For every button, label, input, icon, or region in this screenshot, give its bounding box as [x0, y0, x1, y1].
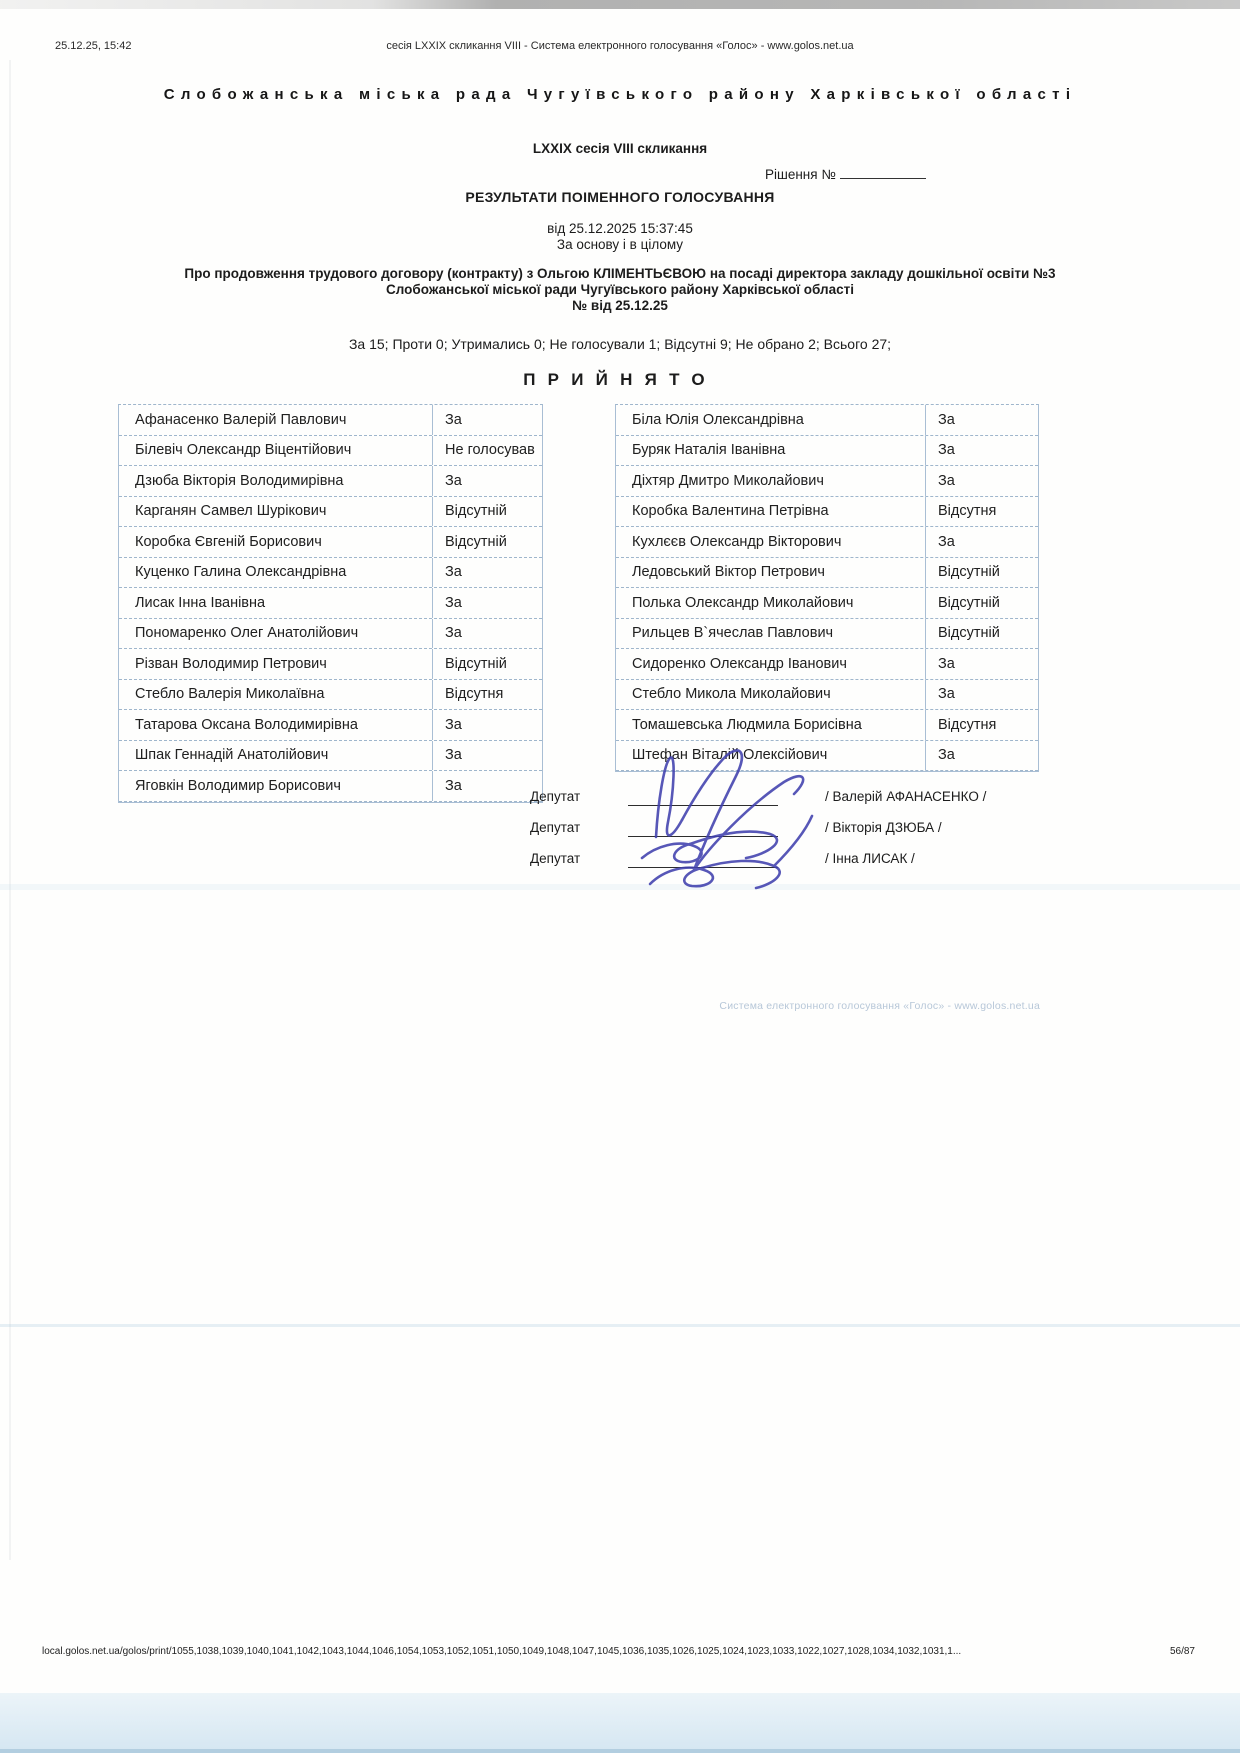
signature-label: Депутат	[530, 820, 581, 835]
signature-row	[0, 849, 1240, 871]
deputy-name: Куценко Галина Олександрівна	[119, 558, 433, 588]
print-footer-url: local.golos.net.ua/golos/print/1055,1038,1039,1040,1041,1042,1043,1044,1046,1054,1053,1052,1051,1050,1049,1048,1047,1045,1036,1035,1026,1025,1024,1023,1033,1022,1027,1028,1034,1032,1031,1...	[42, 1646, 962, 1657]
table-row	[119, 405, 542, 436]
table-row	[119, 588, 542, 619]
deputy-name: Пономаренко Олег Анатолійович	[119, 619, 433, 649]
vote-value: За	[938, 655, 955, 672]
signature-row	[0, 818, 1240, 840]
deputy-name: Афанасенко Валерій Павлович	[119, 405, 433, 435]
vote-value: Відсутня	[938, 503, 997, 520]
deputy-name: Стебло Валерія Миколаївна	[119, 680, 433, 710]
vote-value: Відсутній	[938, 625, 1000, 642]
vote-value: За	[445, 594, 462, 611]
deputy-name: Коробка Валентина Петрівна	[616, 497, 926, 527]
vote-value: Відсутній	[445, 655, 507, 672]
signature-label: Депутат	[530, 851, 581, 866]
deputy-name: Сидоренко Олександр Іванович	[616, 649, 926, 679]
vote-subject-line2: Слобожанської міської ради Чугуївського району Харківської області	[386, 281, 854, 297]
deputy-name: Шпак Геннадій Анатолійович	[119, 741, 433, 771]
table-row	[119, 558, 542, 589]
results-title: РЕЗУЛЬТАТИ ПОІМЕННОГО ГОЛОСУВАННЯ	[465, 189, 775, 205]
table-row	[616, 436, 1038, 467]
vote-value: За	[938, 411, 955, 428]
deputy-name: Буряк Наталія Іванівна	[616, 436, 926, 466]
decision-label: Рішення №	[765, 167, 836, 182]
vote-value: Відсутній	[938, 564, 1000, 581]
vote-value: За	[938, 747, 955, 764]
signature-line	[628, 836, 778, 837]
deputy-name: Карганян Самвел Шурікович	[119, 497, 433, 527]
scan-artifact-band	[0, 884, 1240, 890]
vote-value: За	[445, 564, 462, 581]
table-row	[616, 558, 1038, 589]
vote-value: За	[938, 472, 955, 489]
vote-value: За	[445, 625, 462, 642]
system-watermark: Система електронного голосування «Голос» - www.golos.net.ua	[719, 1000, 1040, 1012]
table-row	[119, 619, 542, 650]
vote-value: За	[445, 747, 462, 764]
vote-value: За	[445, 716, 462, 733]
vote-subject-line1: Про продовження трудового договору (контракту) з Ольгою КЛІМЕНТЬЄВОЮ на посаді директора закладу дошкільної освіти №3	[184, 266, 1056, 281]
deputy-name: Білевіч Олександр Віцентійович	[119, 436, 433, 466]
print-header: сесія LXXIX скликання VIII - Система електронного голосування «Голос» - www.golos.net.ua	[386, 40, 854, 52]
table-row	[119, 497, 542, 528]
signature-line	[628, 805, 778, 806]
table-row	[119, 741, 542, 772]
vote-value: За	[938, 686, 955, 703]
deputy-name: Ледовський Віктор Петрович	[616, 558, 926, 588]
table-row	[616, 649, 1038, 680]
decision-number-blank	[840, 164, 926, 179]
deputy-name: Різван Володимир Петрович	[119, 649, 433, 679]
vote-value: Відсутній	[445, 533, 507, 550]
vote-subject	[70, 266, 1170, 314]
deputy-name: Кухлєєв Олександр Вікторович	[616, 527, 926, 557]
signature-name: / Інна ЛИСАК /	[825, 851, 915, 866]
scan-artifact-bottom	[0, 1693, 1240, 1753]
print-page-number: 56/87	[1169, 1646, 1195, 1657]
deputy-name: Діхтяр Дмитро Миколайович	[616, 466, 926, 496]
table-row	[119, 527, 542, 558]
signature-label: Депутат	[530, 789, 581, 804]
vote-value: Не голосував	[445, 442, 535, 459]
votes-table-right	[615, 404, 1039, 772]
vote-value: За	[938, 533, 955, 550]
vote-value: За	[445, 777, 462, 794]
vote-subject-line3: № від 25.12.25	[572, 297, 668, 313]
table-row	[119, 466, 542, 497]
signature-name: / Валерій АФАНАСЕНКО /	[825, 789, 987, 804]
deputy-name: Татарова Оксана Володимирівна	[119, 710, 433, 740]
vote-outcome: ПРИЙНЯТО	[523, 370, 717, 389]
deputy-name: Дзюба Вікторія Володимирівна	[119, 466, 433, 496]
deputy-name: Рильцев В`ячеслав Павлович	[616, 619, 926, 649]
table-row	[616, 619, 1038, 650]
table-row	[616, 405, 1038, 436]
vote-value: За	[938, 442, 955, 459]
table-row	[119, 710, 542, 741]
table-row	[616, 588, 1038, 619]
vote-value: Відсутня	[938, 716, 997, 733]
votes-table-left	[118, 404, 543, 803]
vote-value: За	[445, 472, 462, 489]
council-title: Слобожанська міська рада Чугуївського району Харківської області	[163, 86, 1077, 103]
scan-artifact-left-edge	[9, 60, 11, 1560]
table-row	[616, 710, 1038, 741]
deputy-name: Полька Олександр Миколайович	[616, 588, 926, 618]
vote-summary: За 15; Проти 0; Утримались 0; Не голосували 1; Відсутні 9; Не обрано 2; Всього 27;	[348, 336, 892, 352]
deputy-name: Лисак Інна Іванівна	[119, 588, 433, 618]
decision-number	[765, 164, 926, 182]
vote-value: Відсутній	[445, 503, 507, 520]
table-row	[616, 680, 1038, 711]
vote-stage: За основу і в цілому	[556, 237, 684, 252]
scan-artifact-bottom-edge	[0, 1749, 1240, 1753]
table-row	[616, 741, 1038, 772]
signature-row	[0, 787, 1240, 809]
scan-artifact-top	[0, 0, 1240, 9]
deputy-name: Штефан Віталій Олексійович	[616, 741, 926, 771]
table-row	[616, 527, 1038, 558]
table-row	[119, 436, 542, 467]
session-title: LXXIX сесія VIII скликання	[532, 141, 708, 156]
deputy-name: Томашевська Людмила Борисівна	[616, 710, 926, 740]
print-timestamp: 25.12.25, 15:42	[55, 40, 132, 52]
table-row	[616, 466, 1038, 497]
deputy-name: Біла Юлія Олександрівна	[616, 405, 926, 435]
deputy-name: Стебло Микола Миколайович	[616, 680, 926, 710]
scan-artifact-midline	[0, 1324, 1240, 1327]
deputy-name: Яговкін Володимир Борисович	[119, 771, 433, 801]
vote-value: За	[445, 411, 462, 428]
table-row	[119, 680, 542, 711]
vote-value: Відсутня	[445, 686, 504, 703]
table-row	[119, 649, 542, 680]
vote-value: Відсутній	[938, 594, 1000, 611]
vote-datetime: від 25.12.2025 15:37:45	[547, 221, 693, 236]
signature-name: / Вікторія ДЗЮБА /	[825, 820, 942, 835]
table-row	[616, 497, 1038, 528]
deputy-name: Коробка Євгеній Борисович	[119, 527, 433, 557]
signature-line	[628, 867, 778, 868]
